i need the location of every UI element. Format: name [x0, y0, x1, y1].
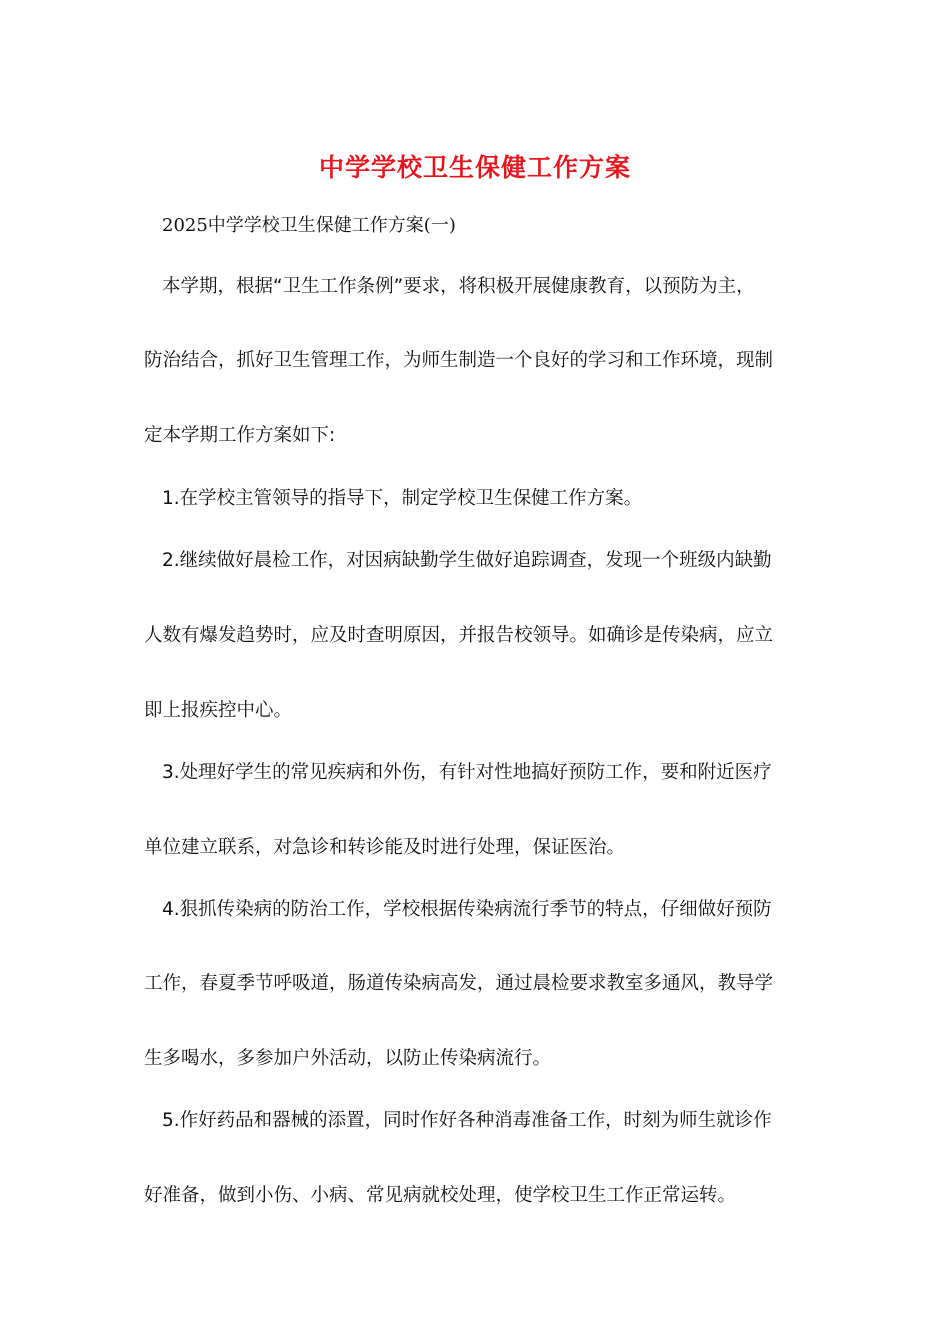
paragraph-line: 定本学期工作方案如下: — [144, 425, 336, 446]
paragraph-line: 人数有爆发趋势时，应及时查明原因，并报告校领导。如确诊是传染病，应立 — [144, 625, 774, 646]
list-item-3: 3.处理好学生的常见疾病和外伤，有针对性地搞好预防工作，要和附近医疗 — [162, 762, 772, 783]
paragraph-line: 工作，春夏季节呼吸道，肠道传染病高发，通过晨检要求教室多通风，教导学 — [144, 973, 774, 994]
paragraph-line: 即上报疾控中心。 — [144, 700, 293, 721]
paragraph-line: 好准备，做到小伤、小病、常见病就校处理，使学校卫生工作正常运转。 — [144, 1185, 737, 1206]
paragraph-line: 单位建立联系，对急诊和转诊能及时进行处理，保证医治。 — [144, 837, 626, 858]
document-subtitle: 2025中学学校卫生保健工作方案(一) — [162, 215, 456, 236]
list-item-4: 4.狠抓传染病的防治工作，学校根据传染病流行季节的特点，仔细做好预防 — [162, 899, 772, 920]
paragraph-line: 生多喝水，多参加户外活动，以防止传染病流行。 — [144, 1048, 552, 1069]
paragraph-line: 防治结合，抓好卫生管理工作，为师生制造一个良好的学习和工作环境，现制 — [144, 350, 774, 371]
list-item-1: 1.在学校主管领导的指导下，制定学校卫生保健工作方案。 — [162, 488, 643, 509]
list-item-5: 5.作好药品和器械的添置，同时作好各种消毒准备工作，时刻为师生就诊作 — [162, 1110, 772, 1131]
paragraph-line: 本学期，根据“卫生工作条例”要求，将积极开展健康教育，以预防为主， — [162, 276, 755, 297]
document-title: 中学学校卫生保健工作方案 — [318, 153, 631, 182]
list-item-2: 2.继续做好晨检工作，对因病缺勤学生做好追踪调查，发现一个班级内缺勤 — [162, 550, 772, 571]
